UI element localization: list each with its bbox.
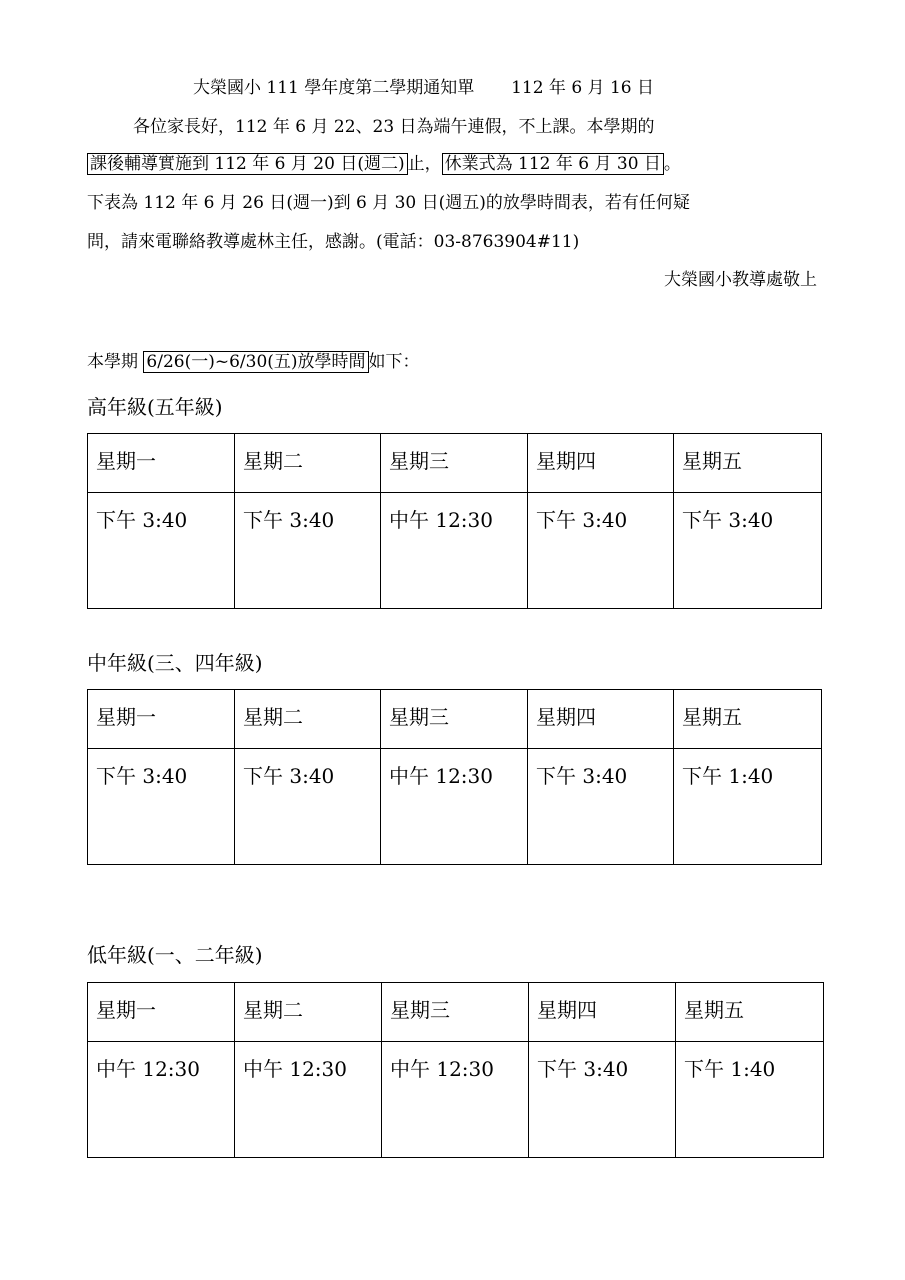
day-header: 星期五 <box>676 983 824 1042</box>
dismissal-time-cell: 下午 3:40 <box>88 749 235 865</box>
day-header: 星期三 <box>381 690 528 749</box>
notice-paragraph-2-end: 。 <box>663 154 681 174</box>
day-header: 星期一 <box>88 983 235 1042</box>
day-header: 星期二 <box>235 434 381 493</box>
schedule-table-middle <box>87 689 822 865</box>
schedule-intro-prefix: 本學期 <box>87 352 138 372</box>
dismissal-time-cell: 下午 3:40 <box>528 493 674 609</box>
day-header: 星期一 <box>88 690 235 749</box>
table-header-row <box>88 983 824 1042</box>
notice-paragraph-1: 各位家長好，112 年 6 月 22、23 日為端午連假，不上課。本學期的 <box>133 117 655 137</box>
notice-paragraph-3: 下表為 112 年 6 月 26 日(週一)到 6 月 30 日(週五)的放學時間表，若有任何疑 <box>87 193 690 213</box>
closing-ceremony-box: 休業式為 112 年 6 月 30 日 <box>442 153 664 175</box>
schedule-table-upper <box>87 433 822 609</box>
table-header-row <box>88 690 822 749</box>
dismissal-time-cell: 中午 12:30 <box>381 749 528 865</box>
dismissal-time-cell: 下午 3:40 <box>674 493 822 609</box>
notice-paragraph-2-mid: 止， <box>407 154 442 174</box>
schedule-intro-box: 6/26(一)~6/30(五)放學時間 <box>143 351 368 373</box>
table-row <box>88 749 822 865</box>
table-row <box>88 1042 824 1158</box>
dismissal-time-cell: 下午 3:40 <box>88 493 235 609</box>
schedule-intro <box>87 351 420 373</box>
day-header: 星期一 <box>88 434 235 493</box>
day-header: 星期二 <box>235 690 381 749</box>
notice-title: 大榮國小 111 學年度第二學期通知單 <box>193 78 475 98</box>
day-header: 星期三 <box>382 983 529 1042</box>
day-header: 星期四 <box>528 434 674 493</box>
tutoring-end-box: 課後輔導實施到 112 年 6 月 20 日(週二) <box>87 153 408 175</box>
dismissal-time-cell: 下午 1:40 <box>674 749 822 865</box>
dismissal-time-cell: 中午 12:30 <box>235 1042 382 1158</box>
dismissal-time-cell: 下午 3:40 <box>528 749 674 865</box>
notice-paragraph-4: 問，請來電聯絡教導處林主任，感謝。(電話：03-8763904#11) <box>87 232 580 252</box>
table-header-row <box>88 434 822 493</box>
table-row <box>88 493 822 609</box>
notice-signature: 大榮國小教導處敬上 <box>664 270 817 290</box>
dismissal-time-cell: 中午 12:30 <box>88 1042 235 1158</box>
day-header: 星期五 <box>674 434 822 493</box>
day-header: 星期五 <box>674 690 822 749</box>
notice-header <box>193 77 654 99</box>
day-header: 星期四 <box>528 690 674 749</box>
schedule-intro-suffix: 如下： <box>368 352 420 372</box>
dismissal-time-cell: 下午 3:40 <box>529 1042 676 1158</box>
section-title-middle: 中年級(三、四年級) <box>87 651 263 675</box>
schedule-table-lower <box>87 982 824 1158</box>
dismissal-time-cell: 中午 12:30 <box>381 493 528 609</box>
day-header: 星期二 <box>235 983 382 1042</box>
section-title-lower: 低年級(一、二年級) <box>87 943 263 967</box>
notice-date: 112 年 6 月 16 日 <box>511 78 654 98</box>
dismissal-time-cell: 中午 12:30 <box>382 1042 529 1158</box>
day-header: 星期三 <box>381 434 528 493</box>
section-title-upper: 高年級(五年級) <box>87 395 223 419</box>
dismissal-time-cell: 下午 3:40 <box>235 749 381 865</box>
day-header: 星期四 <box>529 983 676 1042</box>
dismissal-time-cell: 下午 3:40 <box>235 493 381 609</box>
dismissal-time-cell: 下午 1:40 <box>676 1042 824 1158</box>
notice-paragraph-2 <box>87 153 681 175</box>
